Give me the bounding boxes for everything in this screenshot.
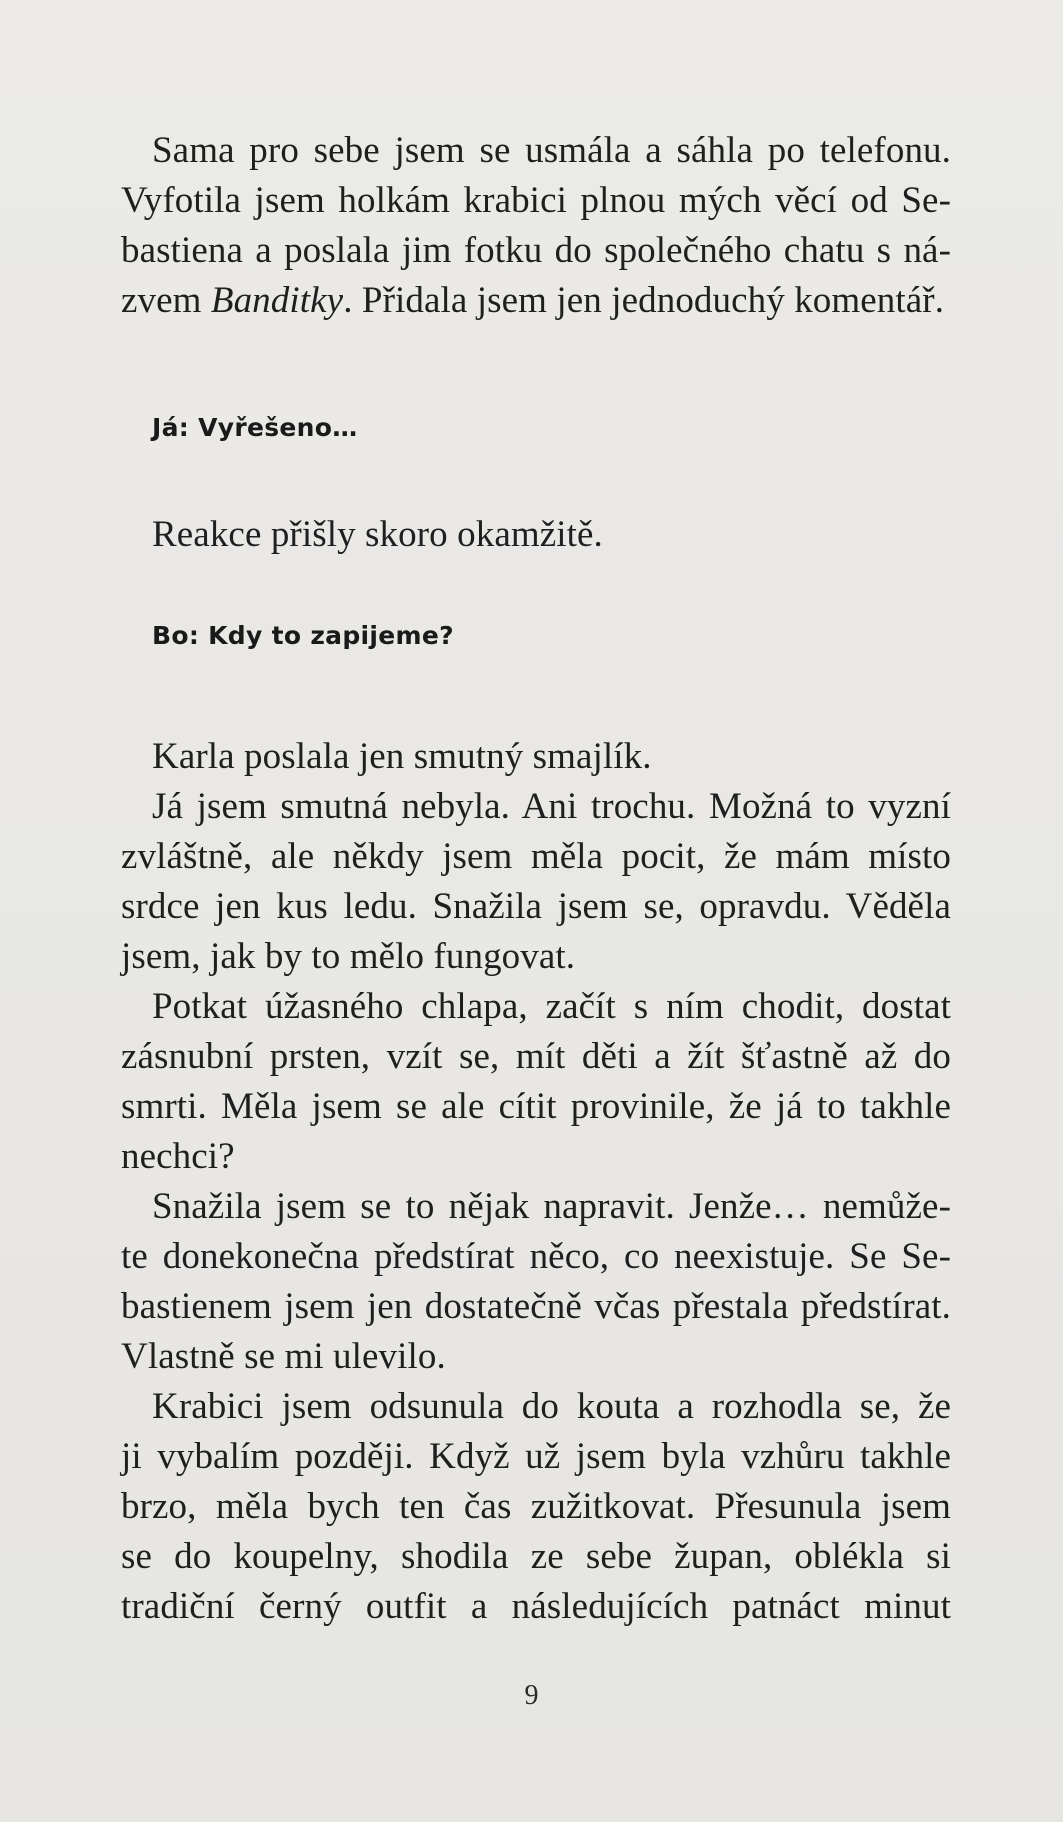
chat-message-1: Já: Vyřešeno… (152, 413, 358, 442)
text-line: tradiční černý outfit a následujících patnáct minut (121, 1586, 951, 1627)
text-line: zásnubní prsten, vzít se, mít děti a žít šťastně až do (121, 1036, 951, 1077)
text-line: bastiena a poslala jim fotku do společného chatu s ná- (121, 230, 951, 271)
text-line: Karla poslala jen smutný smajlík. (152, 736, 652, 777)
text-line: brzo, měla bych ten čas zužitkovat. Přesunula jsem (121, 1486, 951, 1527)
paragraph-group (121, 732, 951, 1632)
paragraph-reaction (121, 510, 951, 560)
text-line: Já jsem smutná nebyla. Ani trochu. Možná to vyzní (152, 786, 951, 827)
text-line: ji vybalím později. Když už jsem byla vzhůru takhle (121, 1436, 951, 1477)
text-line: se do koupelny, shodila ze sebe župan, oblékla si (121, 1536, 951, 1577)
text-line: Vyfotila jsem holkám krabici plnou mých věcí od Se- (121, 180, 951, 221)
text-line: te donekonečna předstírat něco, co neexistuje. Se Se- (121, 1236, 951, 1277)
chat-name-italic: Banditky (210, 280, 344, 321)
text-line: Vlastně se mi ulevilo. (121, 1336, 446, 1377)
paragraph (121, 1382, 951, 1632)
text-line: bastienem jsem jen dostatečně včas přestala předstírat. (121, 1286, 951, 1327)
paragraph (121, 1182, 951, 1382)
text-line (121, 276, 951, 326)
paragraph (121, 782, 951, 982)
page-number: 9 (524, 1680, 539, 1711)
text-fragment: zvem (121, 280, 211, 321)
text-line: srdce jen kus ledu. Snažila jsem se, opravdu. Věděla (121, 886, 951, 927)
chat-message-2: Bo: Kdy to zapijeme? (152, 621, 454, 650)
text-line: nechci? (121, 1136, 235, 1177)
text-line: smrti. Měla jsem se ale cítit provinile, že já to takhle (121, 1086, 951, 1127)
text-line: jsem, jak by to mělo fungovat. (121, 936, 576, 977)
text-line: zvláštně, ale někdy jsem měla pocit, že mám místo (121, 836, 951, 877)
paragraph (121, 982, 951, 1182)
text-line: Reakce přišly skoro okamžitě. (152, 514, 603, 555)
paragraph (121, 732, 951, 782)
paragraph-intro (121, 126, 951, 326)
text-line: Krabici jsem odsunula do kouta a rozhodla se, že (152, 1386, 951, 1427)
text-line: Potkat úžasného chlapa, začít s ním chodit, dostat (152, 986, 951, 1027)
text-line: Snažila jsem se to nějak napravit. Jenže… nemůže- (152, 1186, 951, 1227)
text-line: Sama pro sebe jsem se usmála a sáhla po telefonu. (152, 130, 951, 171)
text-fragment: . Přidala jsem jen jednoduchý komentář. (343, 280, 945, 321)
